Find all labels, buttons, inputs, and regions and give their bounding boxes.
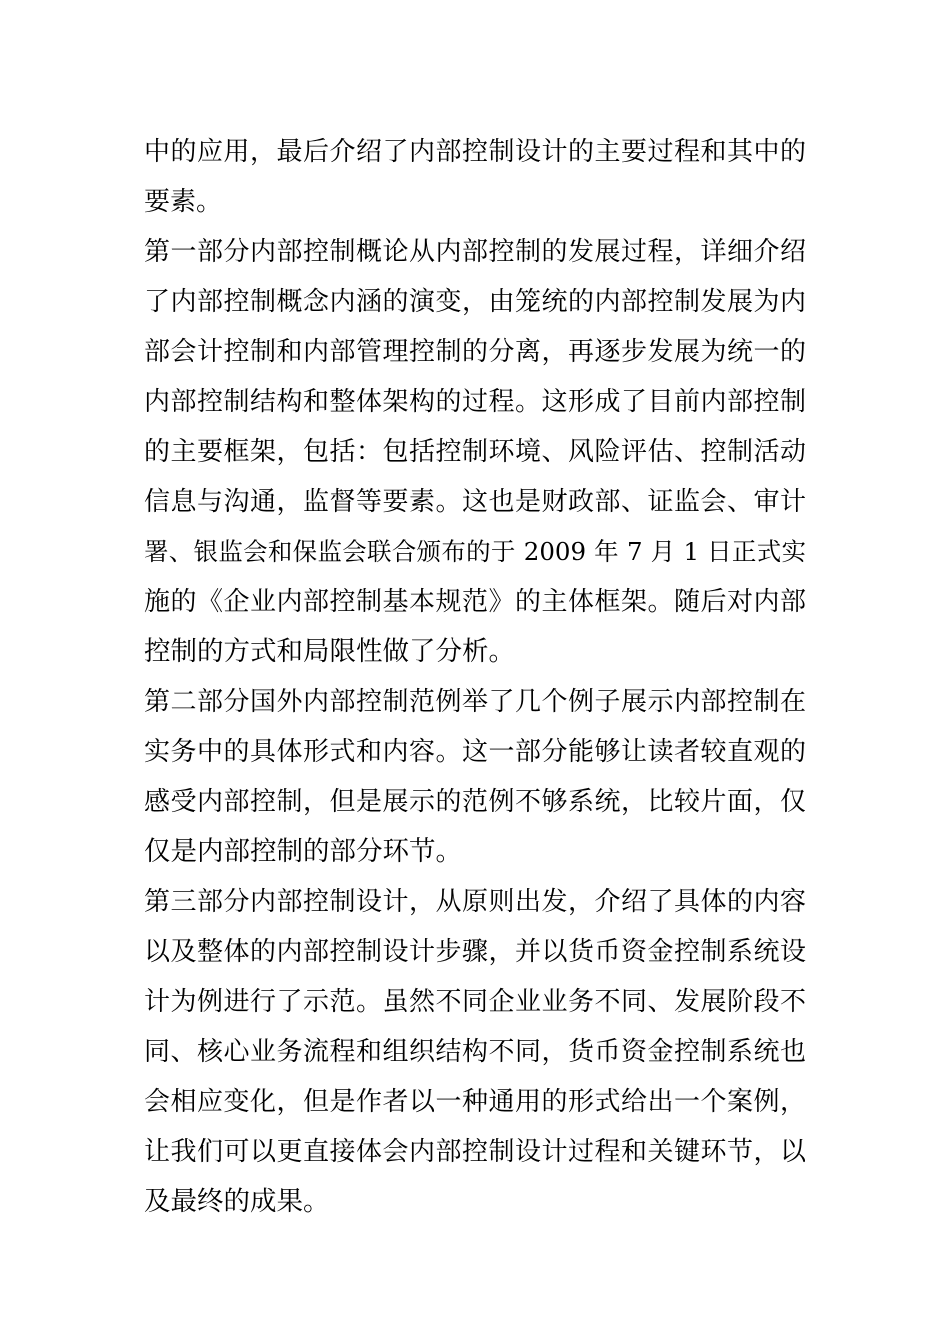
part-two-line: 实务中的具体形式和内容。这一部分能够让读者较直观的 <box>144 737 806 767</box>
part-three-paragraph <box>144 877 806 1227</box>
intro-line: 要素。 <box>144 187 223 217</box>
part-one-line: 了内部控制概念内涵的演变，由笼统的内部控制发展为内 <box>144 287 806 317</box>
part-two-line: 第二部分国外内部控制范例举了几个例子展示内部控制在 <box>144 687 806 717</box>
part-one-line: 信息与沟通，监督等要素。这也是财政部、证监会、审计 <box>144 487 806 517</box>
part-one-line: 控制的方式和局限性做了分析。 <box>144 636 515 667</box>
part-three-line: 同、核心业务流程和组织结构不同，货币资金控制系统也 <box>144 1037 806 1067</box>
part-one-line: 署、银监会和保监会联合颁布的于 2009 年 7 月 1 日正式实 <box>144 537 806 566</box>
part-three-line: 及最终的成果。 <box>144 1186 330 1217</box>
part-one-line: 施的《企业内部控制基本规范》的主体框架。随后对内部 <box>144 587 806 617</box>
part-three-line: 以及整体的内部控制设计步骤，并以货币资金控制系统设 <box>144 937 806 967</box>
part-one-line: 部会计控制和内部管理控制的分离，再逐步发展为统一的 <box>144 337 806 367</box>
part-one-line: 内部控制结构和整体架构的过程。这形成了目前内部控制 <box>144 387 806 417</box>
part-three-line: 计为例进行了示范。虽然不同企业业务不同、发展阶段不 <box>144 987 806 1017</box>
part-three-line: 第三部分内部控制设计，从原则出发，介绍了具体的内容 <box>144 887 806 917</box>
intro-paragraph <box>144 127 806 227</box>
part-three-line: 让我们可以更直接体会内部控制设计过程和关键环节，以 <box>144 1137 806 1167</box>
part-one-paragraph <box>144 227 806 677</box>
document-body <box>144 127 806 1227</box>
part-two-line: 感受内部控制，但是展示的范例不够系统，比较片面，仅 <box>144 787 806 817</box>
part-two-paragraph <box>144 677 806 877</box>
part-two-line: 仅是内部控制的部分环节。 <box>144 836 462 867</box>
part-one-line: 的主要框架，包括：包括控制环境、风险评估、控制活动 <box>144 437 806 467</box>
intro-line: 中的应用，最后介绍了内部控制设计的主要过程和其中的 <box>144 137 806 167</box>
part-three-line: 会相应变化，但是作者以一种通用的形式给出一个案例， <box>144 1087 806 1117</box>
part-one-line: 第一部分内部控制概论从内部控制的发展过程，详细介绍 <box>144 237 806 267</box>
